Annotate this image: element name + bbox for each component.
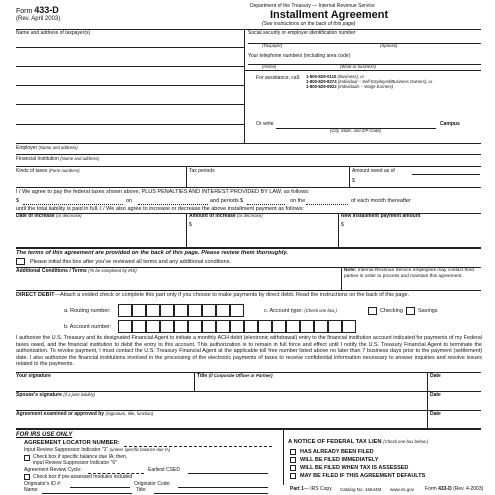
account-number-digit[interactable] xyxy=(160,320,174,333)
signature-divider-1 xyxy=(194,372,195,391)
irs-name-label: Name: xyxy=(24,487,39,493)
routing-number-digit[interactable] xyxy=(174,304,188,317)
account-number-digit[interactable] xyxy=(314,320,328,333)
lien-when-assessed-checkbox[interactable] xyxy=(290,465,296,471)
name-line-5 xyxy=(16,124,244,125)
title-sub-label: (if Corporate Officer or Partner) xyxy=(208,373,273,378)
tax-periods-label: Tax periods xyxy=(189,168,215,174)
ssn-taxpayer-input[interactable] xyxy=(250,35,360,43)
second-amount-line xyxy=(247,204,285,205)
irs-lien-divider xyxy=(283,428,284,485)
taxes-divider-2 xyxy=(349,166,350,187)
increase-dollar: $ xyxy=(189,222,192,228)
financial-institution-input[interactable] xyxy=(110,156,470,164)
financial-rule xyxy=(16,166,481,167)
date-label-1: Date xyxy=(430,373,441,379)
form-label: Form xyxy=(16,8,33,15)
agreement-line-3: until the total liability is paid in full. I / We also agree to increase or decrease the above installment payment as follows: xyxy=(16,206,304,212)
check-ia-label: Check box if specific balance due IA; then, xyxy=(33,454,128,460)
lien-already-filed-label: HAS ALREADY BEEN FILED xyxy=(300,449,374,455)
examined-label xyxy=(16,412,153,418)
originator-code-label: Originator Code: xyxy=(134,481,171,487)
form-number xyxy=(16,5,59,16)
routing-number-digit[interactable] xyxy=(132,304,146,317)
phone-label: Your telephone numbers (including area code) xyxy=(248,53,351,59)
kinds-label-text: Kinds of taxes xyxy=(16,168,48,174)
amount-owed-label: Amount owed as of xyxy=(352,168,395,174)
form-revision: (Rev. April 2003) xyxy=(16,16,61,22)
employer-rule xyxy=(16,154,481,155)
second-dollar: $ xyxy=(240,198,244,204)
routing-number-digit[interactable] xyxy=(118,304,132,317)
account-type-sub: (Check one box.) xyxy=(304,308,338,313)
account-number-digit[interactable] xyxy=(118,320,132,333)
each-month-label: of each month thereafter xyxy=(351,198,411,204)
second-amount-input[interactable] xyxy=(248,196,284,204)
account-number-digit[interactable] xyxy=(272,320,286,333)
savings-checkbox[interactable] xyxy=(406,307,415,315)
or-write-label: Or write xyxy=(256,121,274,127)
city-state-zip-label: (City, State, and ZIP Code) xyxy=(330,128,382,133)
title-label xyxy=(197,374,273,380)
lien-heading-sub: (Check one box below.) xyxy=(383,439,429,444)
form-number-value: 433-D xyxy=(34,5,59,15)
savings-label: Savings xyxy=(418,308,438,314)
routing-number-digit[interactable] xyxy=(188,304,202,317)
agreement-line-1: I / We agree to pay the federal taxes shown above, PLUS PENALTIES AND INTEREST PROVIDED BY LAW, as follows: xyxy=(16,189,310,195)
financial-sub-label: (Name and address) xyxy=(60,156,100,161)
lien-heading xyxy=(288,439,428,446)
account-number-digit[interactable] xyxy=(202,320,216,333)
assistance-number-2: 1-800-829-8374 xyxy=(306,79,337,84)
earliest-csed-label: Earliest CSED xyxy=(148,467,180,473)
account-number-digit[interactable] xyxy=(174,320,188,333)
title-label-text: Title xyxy=(197,373,208,379)
phone-work-input[interactable] xyxy=(365,56,475,64)
pre-assessed-checkbox[interactable] xyxy=(24,474,30,480)
earliest-csed-line xyxy=(188,473,268,474)
note-box xyxy=(344,268,481,279)
footer-form-number: 433-D xyxy=(438,486,452,492)
payment-line xyxy=(16,198,19,204)
name-line-4 xyxy=(16,104,244,105)
spouse-signature-label xyxy=(16,393,95,399)
suppressor-1-label xyxy=(24,448,170,454)
assistance-top-rule xyxy=(244,70,481,71)
your-signature-label: Your signature xyxy=(16,373,51,379)
payment-date-line xyxy=(138,204,208,205)
checking-checkbox[interactable] xyxy=(368,307,377,315)
assistance-line-3 xyxy=(306,85,393,90)
increase-table-bottom xyxy=(16,247,481,249)
payment-amount-line xyxy=(23,204,123,205)
day-of-month-line xyxy=(306,204,348,205)
account-number-digit[interactable] xyxy=(342,320,356,333)
direct-debit-text xyxy=(16,292,482,299)
department-name: Department of the Treasury — Internal Revenue Service xyxy=(250,3,375,9)
terms-line: The terms of this agreement are provided on the back of this page. Please review them thoroughly. xyxy=(16,250,288,256)
assistance-number-3: 1-800-829-0922 xyxy=(306,84,337,89)
taxpayer-divider xyxy=(244,29,245,143)
assistance-desc-2: (Individual – Self-Employed/Business Owners), or xyxy=(337,79,433,84)
new-payment-header: New installment payment amount xyxy=(341,213,421,219)
increase-table-divider-1 xyxy=(186,213,187,247)
date-label-2: Date xyxy=(430,392,441,398)
taxes-divider-1 xyxy=(186,166,187,187)
lien-defaults-checkbox[interactable] xyxy=(290,473,296,479)
date-decrease-sub: (or decrease) xyxy=(56,213,82,218)
ssn-line xyxy=(248,43,481,44)
name-line-2 xyxy=(16,66,244,67)
account-number-digit[interactable] xyxy=(258,320,272,333)
footer-form xyxy=(425,487,483,493)
increase-table-divider-2 xyxy=(338,213,339,247)
financial-institution-label xyxy=(16,157,99,163)
examined-label-text: Agreement examined or approved by xyxy=(16,411,105,417)
initial-line: Please initial this box after you've reviewed all terms and any additional conditions. xyxy=(30,259,231,265)
payment-date-input[interactable] xyxy=(139,196,207,204)
examined-sub-label: (Signature, title, function) xyxy=(105,411,154,416)
account-number-digit[interactable] xyxy=(328,320,342,333)
initial-box[interactable] xyxy=(16,258,25,265)
ach-authorization-text: I authorize the U.S. Treasury and its designated Financial Agent to initiate a monthly ACH debit (electronic withdrawal) entry to the financial institution account indicated for payments of my Federal taxes owed, and the financial institution to debit the entry to this account. This authorization is to remain in full force and effect until I notify the U.S. Treasury Financial Agent to terminate the authorization. To revoke payment, I must contact the U.S. Treasury Financial Agent at the applicable toll free number listed above no later than 7 business days prior to the payment (settlement) date. I also authorize the financial institutions involved in the processing of the electronic payments of taxes to receive confidential information necessary to answer inquiries and resolve issues related to the payments. xyxy=(16,335,482,367)
amount-decrease-sub: (or decrease) xyxy=(237,213,263,218)
spouse-signature-text: Spouse's signature xyxy=(16,392,62,398)
kinds-of-taxes-label xyxy=(16,169,80,175)
footer-part: Part 1 xyxy=(290,486,304,492)
signature-divider-2 xyxy=(427,372,428,391)
originator-id-label: Originator's ID #: xyxy=(24,481,62,487)
instructions-note: (See instructions on the back of this page) xyxy=(262,21,356,27)
amount-increase-header xyxy=(189,214,263,220)
employer-input[interactable] xyxy=(70,145,470,153)
phone-work-label: (Work or business) xyxy=(340,64,377,69)
routing-number-digit[interactable] xyxy=(160,304,174,317)
originator-id-line xyxy=(70,487,130,488)
assistance-desc-1: (Business), or xyxy=(337,74,365,79)
form-title: Installment Agreement xyxy=(270,9,389,21)
employer-label xyxy=(16,146,78,152)
suppressor-1-sub: (unless specific balance due IA) xyxy=(109,447,171,452)
originator-code-line xyxy=(178,487,268,488)
footer-website: www.irs.gov xyxy=(390,487,415,492)
additional-conditions-label xyxy=(16,269,137,275)
lien-immediately-checkbox[interactable] xyxy=(290,457,296,463)
amount-owed-dollar: $ xyxy=(352,178,355,184)
irs-title-label: Title: xyxy=(136,487,147,493)
footer-form-label: Form xyxy=(425,486,437,492)
routing-number-digit[interactable] xyxy=(202,304,216,317)
spouse-sub-label: (if a joint liability) xyxy=(63,392,96,397)
signature-divider-3 xyxy=(427,391,428,410)
name-line-1 xyxy=(16,47,244,48)
day-of-month-input[interactable] xyxy=(307,196,347,204)
account-number-digit[interactable] xyxy=(230,320,244,333)
employer-label-text: Employer xyxy=(16,145,38,151)
lien-immediately-label: WILL BE FILED IMMEDIATELY xyxy=(300,457,379,463)
checking-label: Checking xyxy=(380,308,403,314)
payment-on-label: on xyxy=(126,198,133,204)
ssn-spouse-input[interactable] xyxy=(365,35,475,43)
suppressor-1-text: Input Review Suppressor Indicator "1" xyxy=(24,447,109,453)
ssn-taxpayer-label: (Taxpayer) xyxy=(262,43,283,48)
irs-title-line xyxy=(154,493,268,494)
routing-number-digit[interactable] xyxy=(230,304,244,317)
ssn-spouse-label: (Spouse) xyxy=(380,43,398,48)
review-cycle-label: Agreement Review Cycle: xyxy=(24,467,82,473)
assistance-number-1: 1-800-829-0115 xyxy=(306,74,337,79)
date-increase-text: Date of increase xyxy=(16,213,55,219)
lien-defaults-label: MAY BE FILED IF THIS AGREEMENT DEFAULTS xyxy=(300,473,426,479)
irs-use-heading: FOR IRS USE ONLY xyxy=(16,432,73,438)
account-number-digit[interactable] xyxy=(244,320,258,333)
lien-already-filed-checkbox[interactable] xyxy=(290,449,296,455)
additional-label-text: Additional Conditions / Terms xyxy=(16,268,87,274)
assistance-label: For assistance, call: xyxy=(256,75,301,81)
note-divider xyxy=(341,267,342,290)
suppressor-6-label: input Review Suppressor Indicator "6" xyxy=(33,460,117,466)
footer-copy: — IRS Copy xyxy=(303,486,332,492)
employer-sub-label: (Name and address) xyxy=(38,145,78,150)
irs-name-line xyxy=(42,493,132,494)
account-number-digit[interactable] xyxy=(146,320,160,333)
taxpayer-bottom-rule xyxy=(16,143,481,144)
account-type-text: c. Account type: xyxy=(264,308,303,314)
account-number-digit[interactable] xyxy=(216,320,230,333)
specific-balance-checkbox[interactable] xyxy=(24,455,30,461)
financial-label-text: Financial Institution xyxy=(16,156,59,162)
campus-label: Campus xyxy=(440,121,460,127)
account-type-label xyxy=(264,308,337,314)
assistance-desc-3: (Individuals – Wage Earners) xyxy=(337,84,394,89)
payment-dollar: $ xyxy=(16,198,20,204)
and-periods-label: and periods xyxy=(210,198,239,204)
signature-bottom-rule xyxy=(16,428,481,430)
account-number-digit[interactable] xyxy=(286,320,300,333)
note-text: Internal Revenue Service employees may contact third parties in order to process and maintain this agreement. xyxy=(344,268,474,279)
routing-number-digit[interactable] xyxy=(146,304,160,317)
footer-catalog: Catalog No. 16644M xyxy=(340,487,382,492)
kinds-sub-label: (Form numbers) xyxy=(48,168,80,173)
additional-bottom-rule xyxy=(16,290,481,291)
footer-rev: (Rev. 4-2003) xyxy=(453,486,484,492)
date-increase-header xyxy=(16,214,82,220)
amount-increase-text: Amount of increase xyxy=(189,213,236,219)
date-label-3: Date xyxy=(430,411,441,417)
note-label: Note: xyxy=(344,268,357,273)
payment-amount-input[interactable] xyxy=(24,196,122,204)
account-number-digit[interactable] xyxy=(132,320,146,333)
phone-home-label: (Home) xyxy=(262,64,277,69)
routing-number-digit[interactable] xyxy=(216,304,230,317)
on-the-label: on the xyxy=(290,198,306,204)
locator-label: AGREEMENT LOCATOR NUMBER: xyxy=(24,440,120,446)
taxpayer-name-label: Name and address of taxpayer(s) xyxy=(16,30,91,36)
direct-debit-label: DIRECT DEBIT xyxy=(16,292,55,298)
lien-heading-text: A NOTICE OF FEDERAL TAX LIEN xyxy=(288,439,382,445)
footer-left xyxy=(290,487,332,493)
account-number-digit[interactable] xyxy=(300,320,314,333)
lien-when-assessed-label: WILL BE FILED WHEN TAX IS ASSESSED xyxy=(300,465,409,471)
account-number-digit[interactable] xyxy=(188,320,202,333)
taxes-bottom-rule xyxy=(16,187,481,188)
ssn-label: Social security or employer identification number xyxy=(248,30,356,36)
account-number-label: b. Account number: xyxy=(64,324,112,330)
new-payment-dollar: $ xyxy=(341,222,344,228)
amount-owed-date-line xyxy=(412,174,480,175)
name-line-3 xyxy=(16,85,244,86)
pre-assessed-label: Check box if pre-assessed modules included xyxy=(33,474,133,480)
signature-divider-4 xyxy=(427,410,428,428)
routing-label: a. Routing number: xyxy=(64,308,111,314)
additional-sub-label: (To be completed by IRS) xyxy=(88,268,137,273)
direct-debit-desc: —Attach a voided check or complete this part only if you choose to make payments by direct debit. Read the instructions on the back of this page. xyxy=(54,292,410,298)
